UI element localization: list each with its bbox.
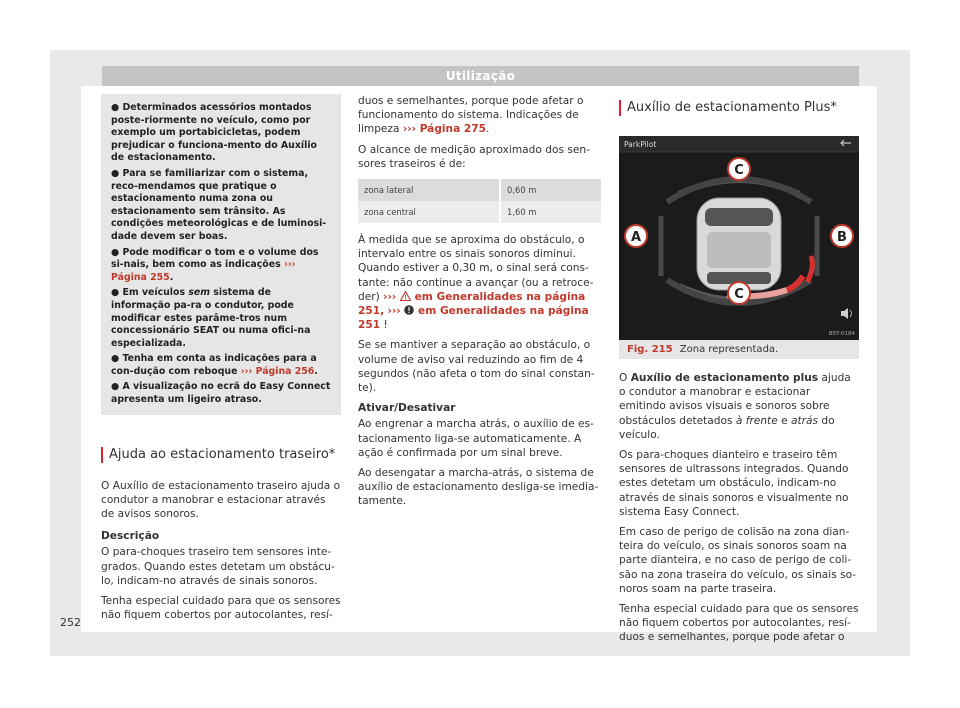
warning-icon <box>400 291 411 301</box>
page-reference-link[interactable]: ››› Página 275 <box>402 123 487 136</box>
svg-text:C: C <box>734 163 744 178</box>
notice-item: ● Para se familiarizar com o sistema, reco-mendamos que pratique o estacionamento numa zona ou estacionamento sem trânsito. As condições meteorológicas e de luminosi-dade devem ser boas. <box>111 167 327 242</box>
page-reference-link[interactable]: ››› Página 256 <box>240 365 315 377</box>
section-title: Auxílio de estacionamento Plus* <box>619 100 859 116</box>
table-cell: 0,60 m <box>500 179 601 201</box>
figure-caption <box>619 340 859 359</box>
svg-text:A: A <box>630 230 642 245</box>
notice-box <box>101 94 341 415</box>
column-middle <box>358 94 601 515</box>
notice-item: ● Determinados acessórios montados poste-riormente no veículo, como por exemplo um portabicicletas, podem prejudicar o funciona-mento do Auxílio de estacionamento. <box>111 102 317 164</box>
info-icon <box>404 305 414 315</box>
table-row <box>358 201 601 223</box>
parking-figure <box>619 136 859 340</box>
zone-label-c-top <box>728 158 750 180</box>
notice-item: ● Em veículos sem sistema de informação pa-ra o condutor, pode modificar estes parâme-tros num concessionário SEAT ou numa ofici-na especializada. <box>111 287 311 349</box>
paragraph: Tenha especial cuidado para que os sensores não fiquem cobertos por autocolantes, resí-duos e semelhantes, porque pode afetar o <box>619 603 859 644</box>
column-right <box>619 94 859 651</box>
paragraph: O alcance de medição aproximado dos sen-sores traseiros é de: <box>358 143 590 170</box>
parkpilot-diagram <box>619 136 859 340</box>
subheading: Descrição <box>101 530 160 543</box>
paragraph: À medida que se aproxima do obstáculo, o intervalo entre os sinais sonoros diminui. Quando estiver a 0,30 m, o sinal será cons-tante: não continue a avançar (ou a retroce-der) ››› em Generalidades na página 251, ››› em Generalidades na página 251 ! <box>358 234 594 332</box>
notice-item: ● Tenha em conta as indicações para a con-dução com reboque ››› Página 256. <box>111 353 318 377</box>
paragraph: Ao desengatar a marcha-atrás, o sistema de auxílio de estacionamento desliga-se imedia-tamente. <box>358 467 599 508</box>
svg-text:C: C <box>734 287 744 302</box>
notice-item: ● Pode modificar o tom e o volume dos si-nais, bem como as indicações ››› Página 255. <box>111 246 319 283</box>
section-body <box>619 371 859 645</box>
notice-item: ● A visualização no ecrã do Easy Connect apresenta um ligeiro atraso. <box>111 381 331 406</box>
section-title: Ajuda ao estacionamento traseiro* <box>101 447 341 463</box>
paragraph: duos e semelhantes, porque pode afetar o funcionamento do sistema. Indicações de limpeza ››› Página 275. <box>358 95 584 136</box>
page-reference-link[interactable]: ››› em Generalidades na página 251 <box>358 305 589 332</box>
page-reference-link[interactable]: ››› Página 255 <box>111 259 296 283</box>
zone-label-c-bottom <box>728 282 750 304</box>
svg-text:B: B <box>837 230 847 245</box>
section-body <box>358 94 601 171</box>
figure <box>619 136 859 359</box>
zone-label-b <box>831 225 853 247</box>
car-top-view <box>697 198 781 290</box>
figure-code: B5T-0184 <box>828 331 855 337</box>
section-body <box>101 479 341 623</box>
figure-caption-text: Zona representada. <box>679 344 779 355</box>
table-cell: 1,60 m <box>500 201 601 223</box>
paragraph: O para-choques traseiro tem sensores inte-grados. Quando estes detetam um obstácu-lo, indicam-no através de sinais sonoros. <box>101 546 335 587</box>
range-table <box>358 179 601 223</box>
table-cell: zona central <box>358 201 500 223</box>
table-cell: zona lateral <box>358 179 500 201</box>
section-body <box>358 233 601 509</box>
page-header: Utilização <box>102 66 859 86</box>
paragraph: Se se mantiver a separação ao obstáculo, o volume de aviso vai reduzindo ao fim de 4 segundos (não afeta o tom do sinal constan-te). <box>358 339 595 395</box>
column-left <box>101 94 341 628</box>
screen-title: ParkPilot <box>624 140 657 149</box>
subheading: Ativar/Desativar <box>358 402 456 415</box>
page-number: 252 <box>60 616 81 629</box>
paragraph: Tenha especial cuidado para que os sensores não fiquem cobertos por autocolantes, resí- <box>101 595 341 622</box>
zone-label-a <box>625 225 647 247</box>
paragraph: Ao engrenar a marcha atrás, o auxílio de es-tacionamento liga-se automaticamente. A ação é confirmada por um sinal breve. <box>358 418 594 459</box>
paragraph: O Auxílio de estacionamento traseiro ajuda o condutor a manobrar e estacionar através de avisos sonoros. <box>101 479 341 521</box>
figure-number: Fig. 215 <box>627 344 673 355</box>
page-reference-link[interactable]: ››› em Generalidades na página 251, <box>358 290 586 318</box>
table-row <box>358 179 601 201</box>
paragraph: Os para-choques dianteiro e traseiro têm sensores de ultrassons integrados. Quando estes detetam um obstáculo, indicam-no através de sinais sonoros e visualmente no sistema Easy Connect. <box>619 449 849 518</box>
paragraph: O Auxílio de estacionamento plus ajuda o condutor a manobrar e estacionar emitindo avisos visuais e sonoros sobre obstáculos detetados à frente e atrás do veículo. <box>619 372 851 441</box>
paragraph: Em caso de perigo de colisão na zona dian-teira do veículo, os sinais sonoros soam na parte dianteira, e no caso de perigo de coli-são na zona traseira do veículo, os sinais so-noros soam na parte traseira. <box>619 526 857 595</box>
